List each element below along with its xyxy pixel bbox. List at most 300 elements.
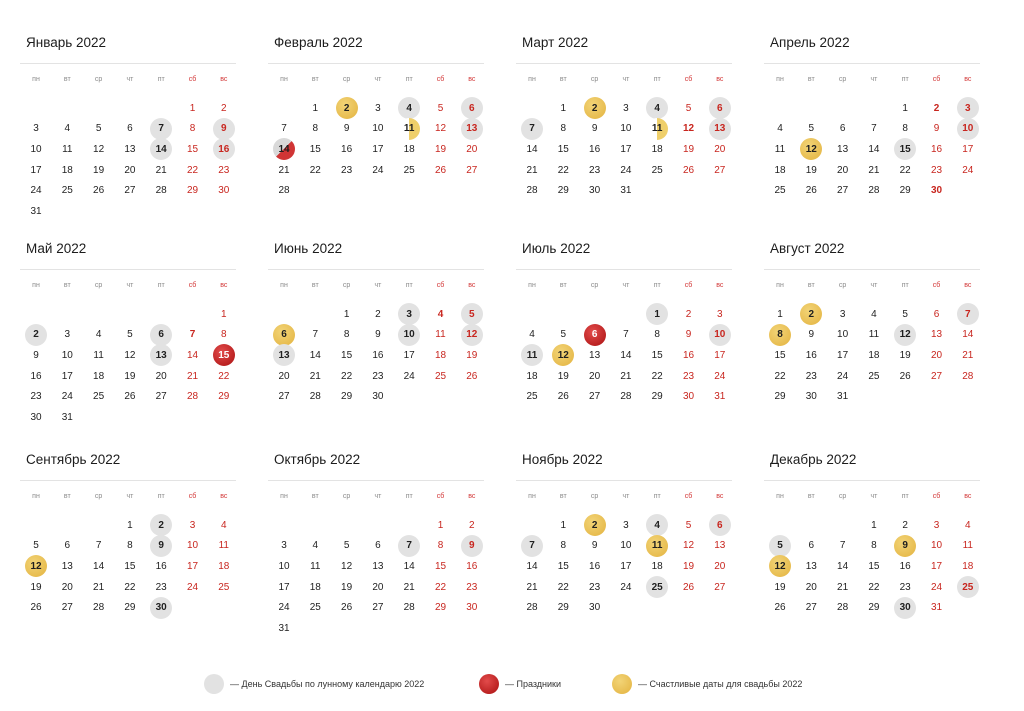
day-cell: 6 xyxy=(64,540,71,552)
day-cell: 23 xyxy=(930,164,943,176)
moon-wedding-day: 11 xyxy=(521,344,543,366)
month-title: Август 2022 xyxy=(770,241,845,256)
day-cell: 19 xyxy=(805,164,817,176)
day-cell: 16 xyxy=(899,560,911,572)
weekday-label: пн xyxy=(776,281,784,289)
day-cell: 22 xyxy=(557,164,569,176)
moon-wedding-day: 4 xyxy=(646,514,668,536)
day-cell: 28 xyxy=(186,391,199,403)
day-cell: 1 xyxy=(871,519,877,531)
day-cell: 31 xyxy=(714,391,726,403)
legend-moon xyxy=(204,673,424,695)
day-cell: 12 xyxy=(434,123,447,135)
weekday-label: вс xyxy=(468,492,476,500)
day-cell: 25 xyxy=(434,370,447,382)
day-cell: 29 xyxy=(434,602,447,614)
day-cell: 27 xyxy=(714,581,726,593)
day-cell: 25 xyxy=(651,164,663,176)
moon-wedding-day: 12 xyxy=(894,324,916,346)
moon-wedding-day: 25 xyxy=(957,576,979,598)
weekday-label: чт xyxy=(622,75,630,83)
day-cell: 21 xyxy=(93,581,105,593)
weekday-label: пн xyxy=(776,75,784,83)
month-title: Октябрь 2022 xyxy=(274,452,361,467)
weekday-label: чт xyxy=(126,281,134,289)
day-cell: 2 xyxy=(685,308,692,320)
day-cell: 3 xyxy=(623,519,629,531)
weekday-label: сб xyxy=(684,75,693,83)
day-cell: 22 xyxy=(309,164,321,176)
day-cell: 10 xyxy=(620,123,632,135)
weekday-label: сб xyxy=(932,281,941,289)
lucky-wedding-day: 11 xyxy=(646,535,668,557)
day-cell: 5 xyxy=(33,540,39,552)
moon-holiday-day: 14 xyxy=(273,138,295,160)
day-cell: 18 xyxy=(774,164,786,176)
day-cell: 24 xyxy=(186,581,199,593)
day-cell: 25 xyxy=(93,391,105,403)
day-cell: 7 xyxy=(281,123,287,135)
day-cell: 18 xyxy=(526,370,538,382)
day-cell: 22 xyxy=(186,164,199,176)
weekday-label: вт xyxy=(63,75,71,83)
day-cell: 27 xyxy=(837,185,849,197)
day-cell: 5 xyxy=(343,540,350,552)
day-cell: 21 xyxy=(526,581,538,593)
day-cell: 5 xyxy=(127,329,133,341)
day-cell: 17 xyxy=(620,143,632,155)
day-cell: 10 xyxy=(186,540,199,552)
day-cell: 26 xyxy=(341,602,353,614)
day-cell: 17 xyxy=(372,143,384,155)
month-title: Май 2022 xyxy=(26,241,87,256)
day-cell: 8 xyxy=(437,540,444,552)
day-cell: 23 xyxy=(899,581,911,593)
weekday-label: пн xyxy=(32,492,40,500)
day-cell: 1 xyxy=(312,102,319,114)
day-cell: 22 xyxy=(557,581,569,593)
legend-lucky xyxy=(612,673,802,695)
day-cell: 28 xyxy=(620,391,632,403)
day-cell: 17 xyxy=(930,560,943,572)
month-block xyxy=(516,241,740,441)
month-divider xyxy=(268,63,484,64)
lucky-date-swatch xyxy=(612,674,632,694)
day-cell: 30 xyxy=(466,602,478,614)
day-cell: 2 xyxy=(221,102,227,114)
weekday-label: чт xyxy=(374,492,382,500)
month-block xyxy=(20,35,244,235)
day-cell: 25 xyxy=(526,391,538,403)
moon-wedding-day: 6 xyxy=(709,97,731,119)
day-cell: 28 xyxy=(278,185,290,197)
day-cell: 11 xyxy=(93,349,104,361)
day-cell: 15 xyxy=(309,143,321,155)
month-block xyxy=(268,35,492,235)
day-cell: 27 xyxy=(930,370,943,382)
day-cell: 3 xyxy=(933,519,940,531)
weekday-label: сб xyxy=(684,281,693,289)
day-cell: 20 xyxy=(466,143,478,155)
day-cell: 5 xyxy=(808,123,815,135)
weekday-label: вт xyxy=(559,75,567,83)
day-cell: 21 xyxy=(868,164,880,176)
day-cell: 1 xyxy=(343,308,350,320)
weekday-label: пн xyxy=(776,492,784,500)
day-cell: 14 xyxy=(186,349,199,361)
weekday-label: ср xyxy=(838,492,847,500)
day-cell: 16 xyxy=(372,349,384,361)
weekday-label: пт xyxy=(157,492,165,500)
day-cell: 9 xyxy=(343,123,350,135)
day-cell: 18 xyxy=(61,164,73,176)
day-cell: 18 xyxy=(434,349,447,361)
day-cell: 20 xyxy=(805,581,817,593)
day-cell: 6 xyxy=(933,308,940,320)
moon-wedding-day: 14 xyxy=(150,138,172,160)
weekday-label: ср xyxy=(838,75,847,83)
day-cell: 26 xyxy=(805,185,817,197)
day-cell: 11 xyxy=(218,540,229,552)
day-cell: 5 xyxy=(437,102,444,114)
day-cell: 22 xyxy=(651,370,663,382)
day-cell: 20 xyxy=(714,560,726,572)
day-cell: 4 xyxy=(221,519,227,531)
day-cell: 14 xyxy=(526,143,538,155)
day-cell: 30 xyxy=(589,602,601,614)
day-cell: 19 xyxy=(93,164,105,176)
day-cell: 7 xyxy=(839,540,846,552)
day-cell: 25 xyxy=(61,185,73,197)
day-cell: 4 xyxy=(965,519,971,531)
day-cell: 18 xyxy=(218,560,230,572)
day-cell: 14 xyxy=(403,560,415,572)
day-cell: 22 xyxy=(899,164,911,176)
day-cell: 24 xyxy=(278,602,290,614)
weekday-label: ср xyxy=(590,75,599,83)
day-cell: 15 xyxy=(341,349,353,361)
weekday-label: вс xyxy=(964,281,972,289)
day-cell: 23 xyxy=(589,581,601,593)
moon-wedding-day: 10 xyxy=(957,118,979,140)
weekday-label: пт xyxy=(157,281,165,289)
moon-wedding-day: 30 xyxy=(150,597,172,619)
weekday-label: чт xyxy=(126,492,134,500)
day-cell: 17 xyxy=(403,349,415,361)
weekday-label: пн xyxy=(280,492,288,500)
day-cell: 12 xyxy=(682,540,695,552)
day-cell: 19 xyxy=(466,349,478,361)
day-cell: 19 xyxy=(774,581,786,593)
day-cell: 14 xyxy=(868,143,880,155)
moon-wedding-day: 9 xyxy=(461,535,483,557)
day-cell: 9 xyxy=(808,329,815,341)
day-cell: 3 xyxy=(189,519,196,531)
weekday-label: сб xyxy=(188,281,197,289)
month-divider xyxy=(268,480,484,481)
moon-wedding-day: 4 xyxy=(646,97,668,119)
day-cell: 17 xyxy=(962,143,974,155)
weekday-label: пн xyxy=(280,75,288,83)
day-cell: 24 xyxy=(620,581,632,593)
weekday-label: вс xyxy=(716,75,724,83)
weekday-label: вс xyxy=(468,75,476,83)
day-cell: 2 xyxy=(933,102,940,114)
day-cell: 9 xyxy=(685,329,692,341)
day-cell: 15 xyxy=(868,560,880,572)
moon-wedding-day: 9 xyxy=(150,535,172,557)
weekday-label: пн xyxy=(528,281,536,289)
day-cell: 4 xyxy=(777,123,783,135)
month-block xyxy=(764,452,988,652)
day-cell: 3 xyxy=(839,308,846,320)
day-cell: 1 xyxy=(189,102,196,114)
day-cell: 26 xyxy=(557,391,569,403)
day-cell: 1 xyxy=(560,102,567,114)
day-cell: 1 xyxy=(560,519,567,531)
day-cell: 4 xyxy=(312,540,319,552)
day-cell: 1 xyxy=(902,102,908,114)
day-cell: 29 xyxy=(341,391,353,403)
day-cell: 15 xyxy=(651,349,663,361)
weekday-label: вт xyxy=(311,281,319,289)
weekday-label: пт xyxy=(901,492,909,500)
day-cell: 17 xyxy=(837,349,849,361)
day-cell: 15 xyxy=(186,143,199,155)
day-cell: 7 xyxy=(189,329,196,341)
day-cell: 2 xyxy=(902,519,908,531)
weekday-label: чт xyxy=(870,75,878,83)
holiday-day: 6 xyxy=(584,324,606,346)
month-divider xyxy=(20,480,236,481)
day-cell: 1 xyxy=(221,308,227,320)
moon-wedding-day: 6 xyxy=(461,97,483,119)
moon-wedding-day: 5 xyxy=(461,303,483,325)
day-cell: 23 xyxy=(218,164,230,176)
day-cell: 19 xyxy=(557,370,569,382)
moon-wedding-day: 10 xyxy=(709,324,731,346)
day-cell: 13 xyxy=(805,560,817,572)
weekday-label: ср xyxy=(590,281,599,289)
weekday-label: чт xyxy=(374,281,382,289)
moon-wedding-day: 9 xyxy=(213,118,235,140)
weekday-label: ср xyxy=(94,492,103,500)
month-title: Февраль 2022 xyxy=(274,35,363,50)
month-divider xyxy=(516,63,732,64)
weekday-label: сб xyxy=(436,75,445,83)
weekday-label: вс xyxy=(220,492,228,500)
day-cell: 28 xyxy=(526,185,538,197)
day-cell: 11 xyxy=(62,143,73,155)
moon-lucky-day: 11 xyxy=(646,118,668,140)
weekday-label: вс xyxy=(964,75,972,83)
day-cell: 26 xyxy=(682,164,695,176)
day-cell: 1 xyxy=(127,519,133,531)
weekday-label: пт xyxy=(901,75,909,83)
day-cell: 28 xyxy=(403,602,415,614)
month-title: Январь 2022 xyxy=(26,35,107,50)
day-cell: 22 xyxy=(218,370,230,382)
legend-holiday xyxy=(479,673,561,695)
day-cell: 16 xyxy=(155,560,167,572)
day-cell: 27 xyxy=(61,602,73,614)
day-cell: 25 xyxy=(403,164,415,176)
weekday-label: чт xyxy=(126,75,134,83)
day-cell: 29 xyxy=(774,391,786,403)
moon-wedding-day: 25 xyxy=(646,576,668,598)
day-cell: 8 xyxy=(902,123,908,135)
day-cell: 27 xyxy=(466,164,478,176)
weekday-label: вс xyxy=(716,492,724,500)
day-cell: 5 xyxy=(560,329,567,341)
day-cell: 21 xyxy=(155,164,167,176)
holiday-day: 15 xyxy=(213,344,235,366)
weekday-label: чт xyxy=(374,75,382,83)
month-block xyxy=(516,35,740,235)
day-cell: 7 xyxy=(871,123,877,135)
day-cell: 26 xyxy=(434,164,447,176)
day-cell: 24 xyxy=(930,581,943,593)
day-cell: 14 xyxy=(620,349,632,361)
moon-wedding-day: 15 xyxy=(894,138,916,160)
day-cell: 8 xyxy=(343,329,350,341)
month-block xyxy=(20,241,244,441)
day-cell: 20 xyxy=(930,349,943,361)
month-divider xyxy=(268,269,484,270)
moon-wedding-day: 13 xyxy=(709,118,731,140)
day-cell: 29 xyxy=(186,185,199,197)
weekday-label: ср xyxy=(342,281,351,289)
month-block xyxy=(268,241,492,441)
day-cell: 22 xyxy=(434,581,447,593)
day-cell: 17 xyxy=(620,560,632,572)
day-cell: 5 xyxy=(685,102,692,114)
day-cell: 13 xyxy=(124,143,136,155)
day-cell: 6 xyxy=(808,540,815,552)
day-cell: 20 xyxy=(278,370,290,382)
month-block xyxy=(268,452,492,652)
day-cell: 31 xyxy=(30,206,42,217)
weekday-label: сб xyxy=(932,75,941,83)
day-cell: 29 xyxy=(557,602,569,614)
day-cell: 21 xyxy=(278,164,290,176)
day-cell: 3 xyxy=(281,540,287,552)
weekday-label: ср xyxy=(94,281,103,289)
day-cell: 15 xyxy=(557,143,569,155)
day-cell: 3 xyxy=(717,308,723,320)
month-divider xyxy=(20,269,236,270)
month-divider xyxy=(516,269,732,270)
day-cell: 16 xyxy=(930,143,943,155)
day-cell: 18 xyxy=(403,143,415,155)
day-cell: 13 xyxy=(589,349,601,361)
day-cell: 6 xyxy=(127,123,133,135)
day-cell: 20 xyxy=(589,370,601,382)
moon-wedding-day: 7 xyxy=(957,303,979,325)
month-block xyxy=(764,35,988,235)
lucky-wedding-day: 8 xyxy=(769,324,791,346)
day-cell: 13 xyxy=(61,560,73,572)
month-divider xyxy=(20,63,236,64)
day-cell: 22 xyxy=(341,370,353,382)
day-cell: 30 xyxy=(589,185,601,197)
day-cell: 8 xyxy=(560,540,567,552)
day-cell: 29 xyxy=(868,602,880,614)
day-cell: 26 xyxy=(93,185,105,197)
day-cell: 24 xyxy=(714,370,726,382)
day-cell: 8 xyxy=(654,329,660,341)
month-block xyxy=(516,452,740,652)
day-cell: 22 xyxy=(124,581,136,593)
month-divider xyxy=(764,480,980,481)
weekday-label: пн xyxy=(32,75,40,83)
weekday-label: вт xyxy=(63,492,71,500)
day-cell: 17 xyxy=(714,349,726,361)
day-cell: 30 xyxy=(682,391,695,403)
weekday-label: пт xyxy=(653,281,661,289)
day-cell: 5 xyxy=(685,519,692,531)
moon-wedding-day: 1 xyxy=(646,303,668,325)
day-cell: 23 xyxy=(682,370,695,382)
day-cell: 11 xyxy=(435,329,446,341)
weekday-label: чт xyxy=(870,492,878,500)
day-cell: 30 xyxy=(805,391,817,403)
day-cell: 15 xyxy=(124,560,136,572)
weekday-label: сб xyxy=(188,75,197,83)
day-cell: 4 xyxy=(871,308,877,320)
day-cell: 9 xyxy=(33,349,39,361)
day-cell: 3 xyxy=(64,329,71,341)
weekday-label: вс xyxy=(964,492,972,500)
weekday-label: сб xyxy=(932,492,941,500)
day-cell: 27 xyxy=(372,602,384,614)
lucky-wedding-day: 2 xyxy=(584,514,606,536)
day-cell: 14 xyxy=(526,560,538,572)
month-title: Декабрь 2022 xyxy=(770,452,857,467)
moon-wedding-day: 4 xyxy=(398,97,420,119)
day-cell: 18 xyxy=(309,581,321,593)
day-cell: 18 xyxy=(93,370,105,382)
day-cell: 11 xyxy=(774,143,786,155)
day-cell: 17 xyxy=(61,370,73,382)
day-cell: 8 xyxy=(221,329,227,341)
lucky-wedding-day: 12 xyxy=(25,555,47,577)
day-cell: 16 xyxy=(341,143,353,155)
day-cell: 30 xyxy=(930,185,943,197)
day-cell: 13 xyxy=(714,540,726,552)
weekday-label: вс xyxy=(220,281,228,289)
day-cell: 27 xyxy=(278,391,290,403)
moon-wedding-day: 13 xyxy=(461,118,483,140)
day-cell: 23 xyxy=(155,581,167,593)
day-cell: 16 xyxy=(589,143,601,155)
day-cell: 19 xyxy=(30,581,42,593)
day-cell: 26 xyxy=(899,370,911,382)
day-cell: 2 xyxy=(375,308,381,320)
day-cell: 9 xyxy=(933,123,940,135)
weekday-label: вт xyxy=(807,75,815,83)
moon-wedding-day: 6 xyxy=(150,324,172,346)
day-cell: 27 xyxy=(805,602,817,614)
day-cell: 27 xyxy=(155,391,167,403)
weekday-label: ср xyxy=(94,75,103,83)
day-cell: 29 xyxy=(899,185,911,197)
day-cell: 21 xyxy=(837,581,849,593)
weekday-label: вс xyxy=(220,75,228,83)
month-title: Ноябрь 2022 xyxy=(522,452,603,467)
day-cell: 13 xyxy=(930,329,943,341)
day-cell: 30 xyxy=(218,185,230,197)
